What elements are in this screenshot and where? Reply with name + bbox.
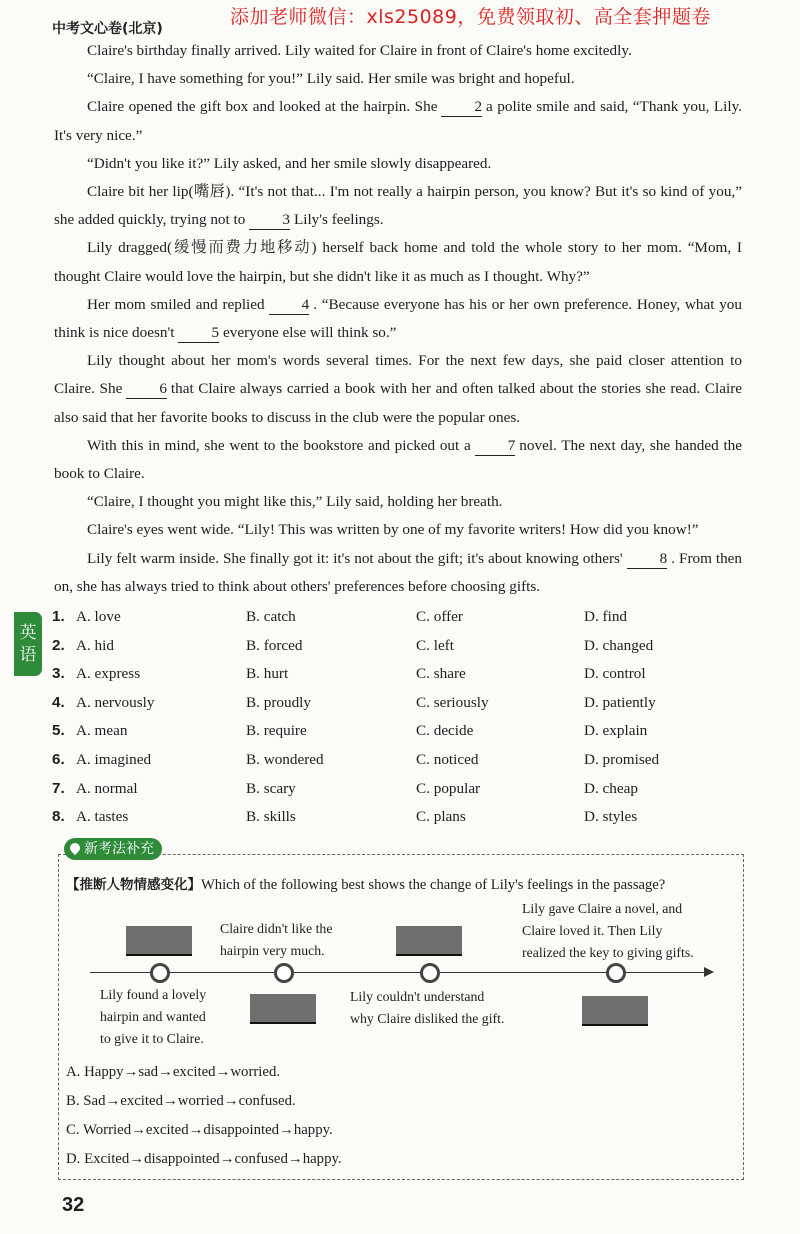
option-a[interactable]: A. normal — [76, 779, 138, 797]
paragraph — [54, 516, 742, 544]
event-line: Lily gave Claire a novel, and — [522, 901, 683, 916]
option-a[interactable]: A. tastes — [76, 808, 129, 826]
text: “Didn't you like it?” Lily asked, and her smile slowly disappeared. — [87, 154, 492, 172]
blank-7: 7 — [475, 437, 516, 456]
page-number: 32 — [62, 1194, 85, 1216]
text: everyone else will think so.” — [223, 324, 397, 342]
option-a[interactable]: A. nervously — [76, 693, 155, 711]
timeline-node-3 — [420, 963, 440, 983]
option-d[interactable]: D. explain — [584, 722, 648, 740]
text: Her mom smiled and replied — [87, 295, 265, 313]
book-title: 中考文心卷(北京) — [52, 21, 163, 37]
timeline-event-4 — [522, 898, 694, 964]
answer-c[interactable]: C. Worried→excited→disappointed→happy. — [66, 1122, 333, 1138]
question-number: 3. — [52, 665, 65, 683]
option-b[interactable]: B. hurt — [246, 665, 289, 683]
option-c[interactable]: C. left — [416, 636, 454, 654]
answer-d[interactable]: D. Excited→disappointed→confused→happy. — [66, 1151, 342, 1167]
watermark-text: 添加老师微信：xls25089，免费领取初、高全套押题卷 — [230, 6, 711, 28]
event-line: Claire loved it. Then Lily — [522, 923, 663, 938]
option-b[interactable]: B. scary — [246, 779, 296, 797]
text: Lily's feelings. — [293, 211, 384, 229]
event-line: to give it to Claire. — [100, 1031, 204, 1046]
text: Claire's eyes went wide. “Lily! This was written by one of my favorite writers! How did you know!” — [87, 521, 699, 539]
event-line: hairpin and wanted — [100, 1009, 206, 1024]
blank-8: 8 — [627, 550, 668, 569]
event-line: Lily couldn't understand — [350, 989, 485, 1004]
question-number: 2. — [52, 636, 65, 654]
question-number: 4. — [52, 693, 65, 711]
question-number: 7. — [52, 779, 65, 797]
question-number: 1. — [52, 608, 65, 625]
option-row — [52, 661, 752, 690]
location-pin-icon — [68, 841, 82, 855]
option-row — [52, 604, 752, 633]
paragraph — [54, 93, 742, 149]
option-d[interactable]: D. changed — [584, 636, 654, 654]
option-d[interactable]: D. find — [584, 608, 628, 625]
option-c[interactable]: C. popular — [416, 779, 481, 797]
paragraph — [54, 347, 742, 432]
timeline-node-2 — [274, 963, 294, 983]
option-d[interactable]: D. control — [584, 665, 646, 683]
blank-4: 4 — [269, 296, 310, 315]
blank-emotion-box-3 — [396, 926, 462, 956]
event-line: why Claire disliked the gift. — [350, 1011, 505, 1026]
option-b[interactable]: B. catch — [246, 608, 296, 625]
blank-3: 3 — [249, 211, 290, 230]
paragraph — [54, 150, 742, 178]
option-row — [52, 804, 752, 833]
option-b[interactable]: B. require — [246, 722, 307, 740]
text: “Claire, I have something for you!” Lily said. Her smile was bright and hopeful. — [87, 70, 575, 88]
text: . “Because everyone has his or her own preference. Honey, what you think is nice doesn't — [54, 295, 742, 342]
text: a polite smile and said, “Thank you, Lily. It's very nice.” — [54, 98, 742, 144]
paragraph — [54, 545, 742, 601]
arrow-right-icon — [704, 967, 714, 977]
option-a[interactable]: A. hid — [76, 636, 114, 654]
option-row — [52, 690, 752, 719]
paragraph — [54, 178, 742, 234]
option-a[interactable]: A. express — [76, 665, 141, 683]
option-d[interactable]: D. cheap — [584, 779, 638, 797]
paragraph — [54, 234, 742, 290]
option-d[interactable]: D. patiently — [584, 693, 656, 711]
paragraph — [54, 65, 742, 93]
option-a[interactable]: A. mean — [76, 722, 128, 740]
option-c[interactable]: C. decide — [416, 722, 474, 740]
option-b[interactable]: B. wondered — [246, 750, 324, 768]
text: Lily felt warm inside. She finally got it: it's not about the gift; it's about knowing others' — [87, 549, 623, 567]
text: Claire bit her lip(嘴唇). “It's not that... I'm not really a hairpin person, you know? But it's so kind of you,” she added quickly, trying not to — [54, 183, 742, 229]
timeline-event-2 — [220, 918, 332, 962]
option-a[interactable]: A. imagined — [76, 750, 152, 768]
timeline-event-3 — [350, 986, 504, 1030]
subject-char: 语 — [19, 645, 37, 665]
option-c[interactable]: C. share — [416, 665, 466, 683]
question-label: 【推断人物情感变化】 — [66, 877, 201, 893]
text: Lily dragged(缓慢而费力地移动) herself back home and told the whole story to her mom. “Mom, I thought Claire would love the hairpin, but she didn't like it as much as I thought. Why?” — [54, 239, 742, 285]
text: With this in mind, she went to the bookstore and picked out a — [87, 436, 471, 454]
answer-b[interactable]: B. Sad→excited→worried→confused. — [66, 1093, 296, 1109]
event-line: realized the key to giving gifts. — [522, 945, 694, 960]
text: Claire opened the gift box and looked at the hairpin. She — [87, 98, 438, 116]
text: that Claire always carried a book with her and often talked about the stories she read. Claire also said that her favorite books to discuss in the club were the popular ones. — [54, 380, 742, 426]
blank-emotion-box-2 — [250, 994, 316, 1024]
paragraph — [54, 432, 742, 488]
options-list — [52, 604, 752, 833]
option-c[interactable]: C. plans — [416, 808, 466, 826]
question-text: Which of the following best shows the change of Lily's feelings in the passage? — [201, 877, 666, 893]
paragraph — [54, 37, 742, 65]
text: Lily thought about her mom's words several times. For the next few days, she paid closer attention to Claire. She — [54, 352, 742, 398]
event-line: Claire didn't like the — [220, 921, 333, 936]
blank-emotion-box-4 — [582, 996, 648, 1026]
event-line: hairpin very much. — [220, 943, 325, 958]
option-a[interactable]: A. love — [76, 608, 121, 625]
option-c[interactable]: C. noticed — [416, 750, 479, 768]
option-c[interactable]: C. offer — [416, 608, 463, 625]
option-row — [52, 776, 752, 805]
text: “Claire, I thought you might like this,” Lily said, holding her breath. — [87, 493, 503, 511]
option-d[interactable]: D. styles — [584, 808, 638, 826]
option-row — [52, 633, 752, 662]
paragraph — [54, 291, 742, 347]
blank-6: 6 — [126, 380, 167, 399]
tag-label: 新考法补充 — [84, 841, 154, 857]
paragraph — [54, 488, 742, 516]
reading-passage — [54, 37, 742, 601]
blank-5: 5 — [178, 324, 219, 343]
subject-char: 英 — [19, 623, 37, 643]
timeline-event-1 — [100, 984, 206, 1050]
question-number: 5. — [52, 722, 65, 740]
option-c[interactable]: C. seriously — [416, 693, 489, 711]
option-b[interactable]: B. skills — [246, 808, 296, 826]
supplement-question — [66, 873, 746, 894]
text: Claire's birthday finally arrived. Lily waited for Claire in front of Claire's home excitedly. — [87, 42, 632, 59]
question-number: 6. — [52, 750, 65, 768]
event-line: Lily found a lovely — [100, 987, 207, 1002]
text: novel. The next day, she handed the book to Claire. — [54, 436, 743, 483]
blank-2: 2 — [441, 98, 482, 117]
question-number: 8. — [52, 808, 65, 826]
option-b[interactable]: B. proudly — [246, 693, 311, 711]
text: . From then on, she has always tried to think about others' preferences before choosing gifts. — [54, 549, 743, 595]
option-row — [52, 747, 752, 776]
option-row — [52, 718, 752, 747]
timeline-node-4 — [606, 963, 626, 983]
answer-choices — [66, 1058, 342, 1174]
timeline-node-1 — [150, 963, 170, 983]
supplement-tag — [64, 838, 162, 860]
answer-a[interactable]: A. Happy→sad→excited→worried. — [66, 1064, 281, 1080]
blank-emotion-box-1 — [126, 926, 192, 956]
subject-tab — [14, 612, 42, 676]
option-d[interactable]: D. promised — [584, 750, 660, 768]
option-b[interactable]: B. forced — [246, 636, 303, 654]
